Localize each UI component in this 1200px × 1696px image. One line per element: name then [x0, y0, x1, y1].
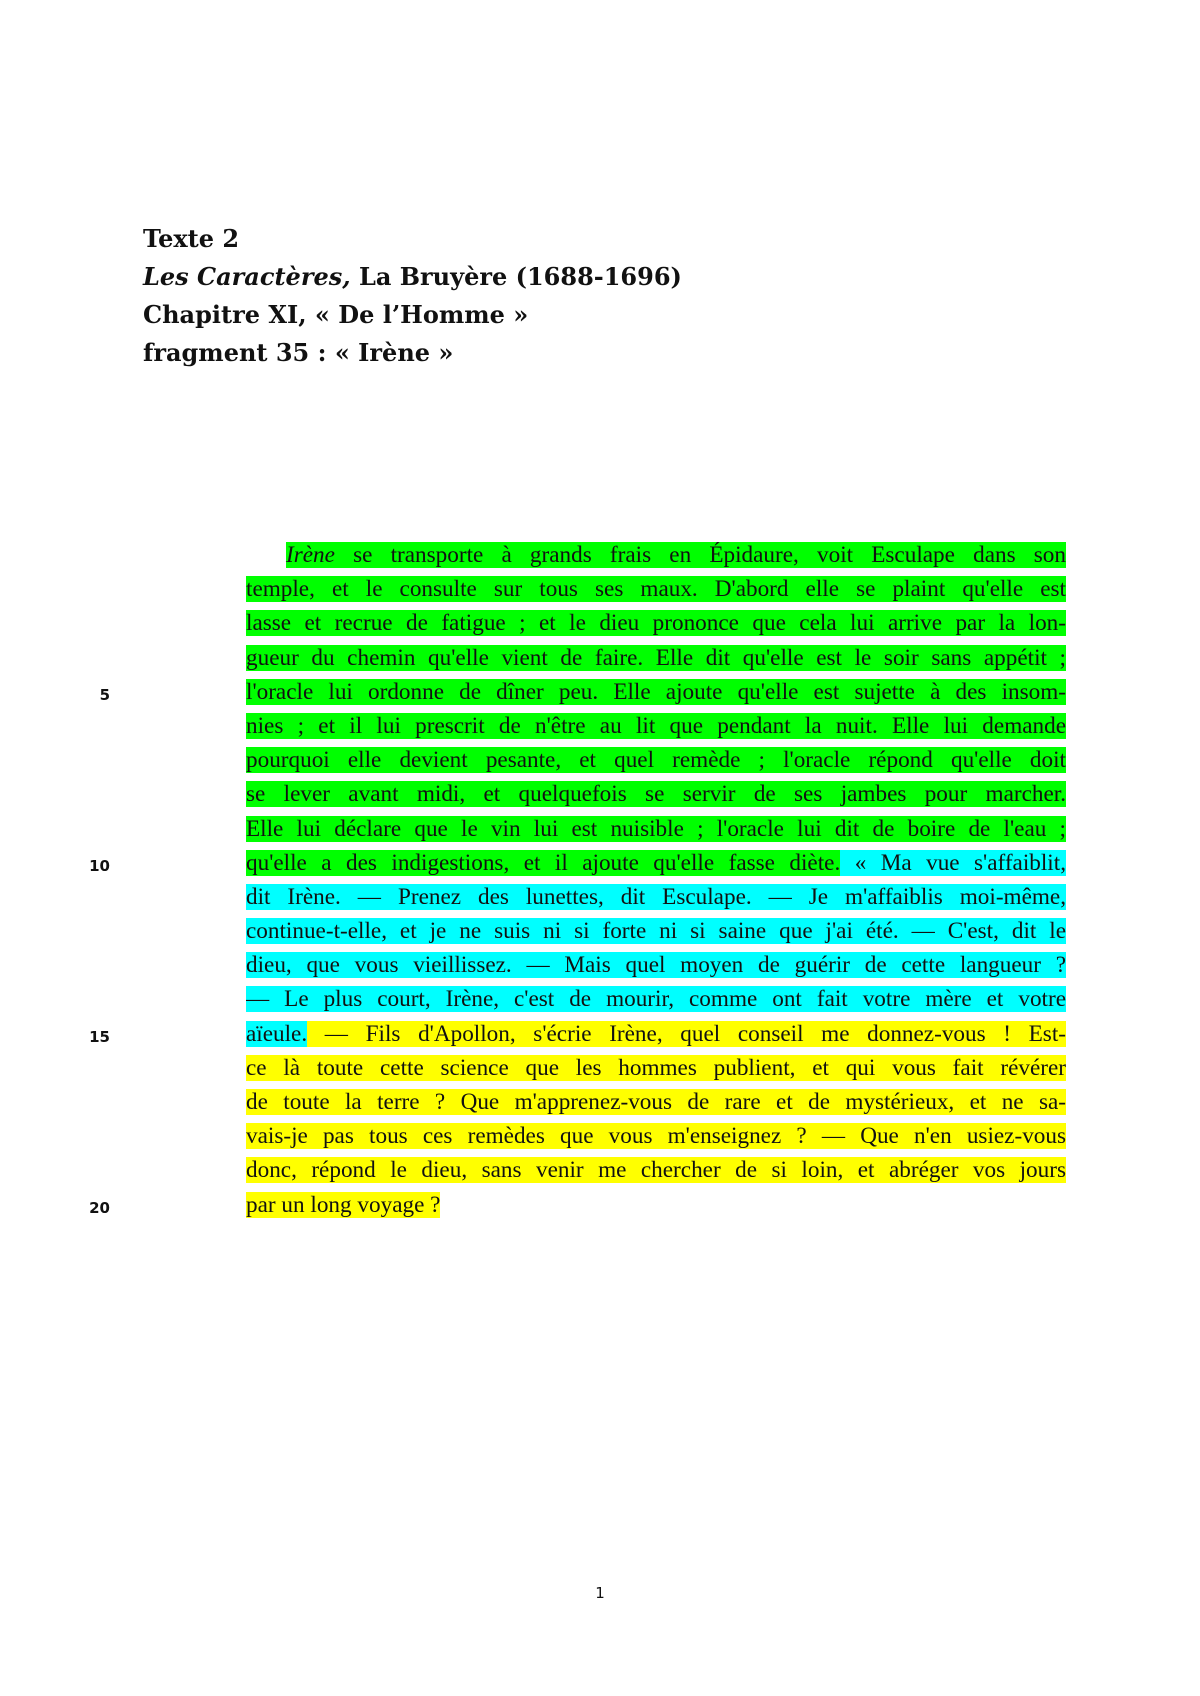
chapter-heading: Chapitre XI, « De l’Homme »: [143, 300, 529, 329]
page-number: 1: [595, 1584, 605, 1602]
highlight-yellow: par un long voyage ?: [246, 1191, 441, 1218]
passage-line: [246, 914, 1066, 948]
passage-line: [246, 1051, 1066, 1085]
document-header: [143, 220, 682, 372]
highlight-green: temple, et le consulte sur tous ses maux. D'abord elle se plaint qu'elle est: [246, 576, 1066, 603]
passage-line: [246, 777, 1066, 811]
work-title-heading: [143, 258, 682, 296]
highlight-cyan: — Le plus court, Irène, c'est de mourir, comme ont fait votre mère et votre: [246, 986, 1066, 1013]
passage-line: [246, 1119, 1066, 1153]
highlight-green: lasse et recrue de fatigue ; et le dieu prononce que cela lui arrive par la lon-: [246, 610, 1066, 637]
highlight-yellow: — Fils d'Apollon, s'écrie Irène, quel conseil me donnez-vous ! Est-: [307, 1020, 1066, 1047]
passage-line: [246, 1085, 1066, 1119]
highlight-green: gueur du chemin qu'elle vient de faire. Elle dit qu'elle est le soir sans appétit ;: [246, 644, 1066, 671]
line-number-10: 10: [89, 857, 110, 875]
highlight-green: l'oracle lui ordonne de dîner peu. Elle ajoute qu'elle est sujette à des insom-: [246, 678, 1066, 705]
character-name: Irène: [286, 542, 335, 568]
highlight-cyan: dieu, que vous vieillissez. — Mais quel moyen de guérir de cette langueur ?: [246, 952, 1066, 979]
work-title: Les Caractères,: [143, 262, 351, 291]
passage-line: [246, 846, 1066, 880]
highlight-green: pourquoi elle devient pesante, et quel remède ; l'oracle répond qu'elle doit: [246, 747, 1066, 774]
passage-line: [246, 743, 1066, 777]
passage-line: [246, 675, 1066, 709]
highlight-green: qu'elle a des indigestions, et il ajoute qu'elle fasse diète.: [246, 849, 841, 876]
highlight-green: se lever avant midi, et quelquefois se servir de ses jambes pour marcher.: [246, 781, 1066, 808]
passage-line: [246, 572, 1066, 606]
highlight-yellow: vais-je pas tous ces remèdes que vous m'enseignez ? — Que n'en usiez-vous: [246, 1123, 1066, 1150]
passage-line: [246, 812, 1066, 846]
highlight-cyan: continue-t-elle, et je ne suis ni si forte ni si saine que j'ai été. — C'est, dit le: [246, 918, 1066, 945]
passage-line: [246, 641, 1066, 675]
fragment-heading: fragment 35 : « Irène »: [143, 338, 454, 367]
highlight-yellow: donc, répond le dieu, sans venir me chercher de si loin, et abréger vos jours: [246, 1157, 1066, 1184]
highlight-yellow: de toute la terre ? Que m'apprenez-vous de rare et de mystérieux, et ne sa-: [246, 1089, 1066, 1115]
highlight-cyan: dit Irène. — Prenez des lunettes, dit Esculape. — Je m'affaiblis moi-même,: [246, 883, 1066, 910]
highlight-yellow: ce là toute cette science que les hommes publient, et qui vous fait révérer: [246, 1054, 1066, 1081]
highlight-cyan: aïeule.: [246, 1020, 308, 1047]
passage-line: [246, 1017, 1066, 1051]
passage-line: [246, 606, 1066, 640]
highlight-cyan: « Ma vue s'affaiblit,: [840, 849, 1066, 876]
highlight-green: nies ; et il lui prescrit de n'être au lit que pendant la nuit. Elle lui demande: [246, 712, 1066, 739]
line-number-15: 15: [89, 1028, 110, 1046]
passage-line: [246, 1188, 1066, 1222]
highlight-green: Elle lui déclare que le vin lui est nuisible ; l'oracle lui dit de boire de l'eau ;: [246, 815, 1066, 842]
passage-line: [246, 1153, 1066, 1187]
highlight-green: Irène se transporte à grands frais en Épidaure, voit Esculape dans son: [286, 542, 1066, 568]
passage-line: [246, 538, 1066, 572]
passage-text: [246, 538, 1066, 1222]
work-author-dates: La Bruyère (1688-1696): [350, 262, 682, 291]
passage-line: [246, 709, 1066, 743]
line-number-20: 20: [89, 1199, 110, 1217]
line-number-5: 5: [99, 686, 110, 704]
passage-line: [246, 982, 1066, 1016]
passage-line: [246, 880, 1066, 914]
text-number-heading: Texte 2: [143, 224, 240, 253]
passage-line: [246, 948, 1066, 982]
